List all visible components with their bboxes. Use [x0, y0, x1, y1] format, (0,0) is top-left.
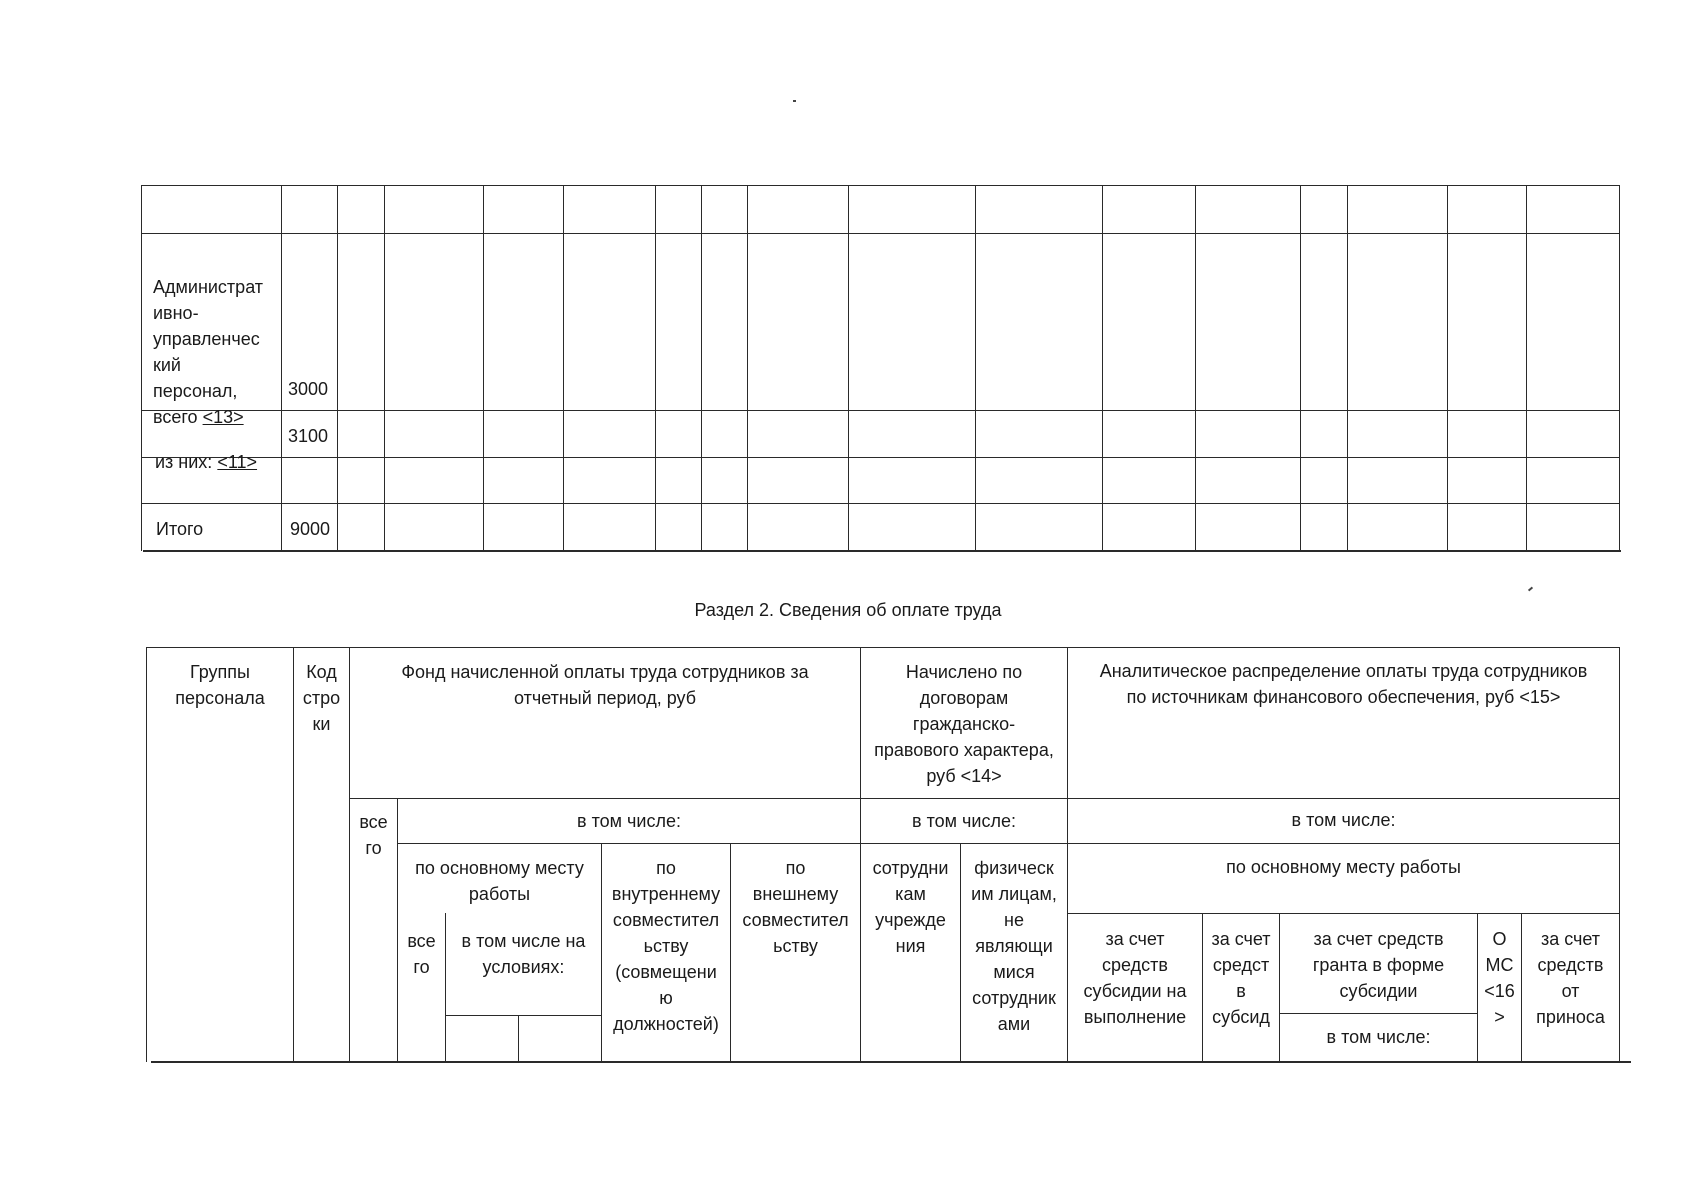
header-external-combination: по внешнему совместител ьству	[742, 858, 849, 956]
header-main-job: по основному месту работы	[415, 858, 584, 904]
header-personnel-groups: Группы персонала	[175, 662, 265, 708]
row-label-text: из них:	[155, 452, 213, 472]
header-subsidy-task: за счет средств субсидии на выполнение	[1083, 929, 1187, 1027]
header-wage-fund: Фонд начисленной оплаты труда сотрудников за отчетный период, руб	[401, 662, 809, 708]
header-fund-including: в том числе:	[577, 811, 681, 831]
header-individuals: физическ им лицам, не являющи мися сотрудник ами	[971, 858, 1057, 1034]
header-gph-including: в том числе:	[912, 811, 1016, 831]
header-main-total: все го	[407, 931, 436, 977]
header-analytic-including: в том числе:	[1291, 810, 1396, 830]
section-title: Раздел 2. Сведения об оплате труда	[694, 600, 1002, 620]
header-oms: О МС <16 >	[1484, 929, 1515, 1027]
header-civil-contracts: Начислено по договорам гражданско- правового характера, руб <14>	[874, 662, 1054, 786]
header-subsidy-other: за счет средст в субсид	[1211, 929, 1271, 1027]
row-code: 9000	[290, 519, 331, 539]
header-row-code: Код стро ки	[302, 662, 341, 734]
footnote-link[interactable]: <13>	[202, 407, 244, 427]
header-employees: сотрудни кам учрежде ния	[872, 858, 949, 956]
header-main-job-analytic: по основному месту работы	[1226, 857, 1461, 877]
header-internal-combination: по внутреннему совместител ьству (совмещени ю должностей)	[611, 858, 721, 1034]
footnote-link[interactable]: <11>	[217, 452, 258, 472]
header-analytic-distribution: Аналитическое распределение оплаты труда сотрудников по источникам финансового обеспечения, руб <15>	[1099, 661, 1588, 707]
row-code: 3100	[288, 426, 329, 446]
row-label-text: Администрат ивно- управленчес кий персонал, всего	[153, 277, 264, 427]
row-code: 3000	[288, 379, 329, 399]
header-grant-including: в том числе:	[1326, 1027, 1431, 1047]
header-main-conditions: в том числе на условиях:	[461, 931, 586, 977]
header-income-generating: за счет средств от приноса	[1536, 929, 1605, 1027]
header-fund-total: все го	[359, 812, 388, 858]
header-grant: за счет средств гранта в форме субсидии	[1312, 929, 1445, 1001]
row-label-total: Итого	[156, 519, 204, 539]
